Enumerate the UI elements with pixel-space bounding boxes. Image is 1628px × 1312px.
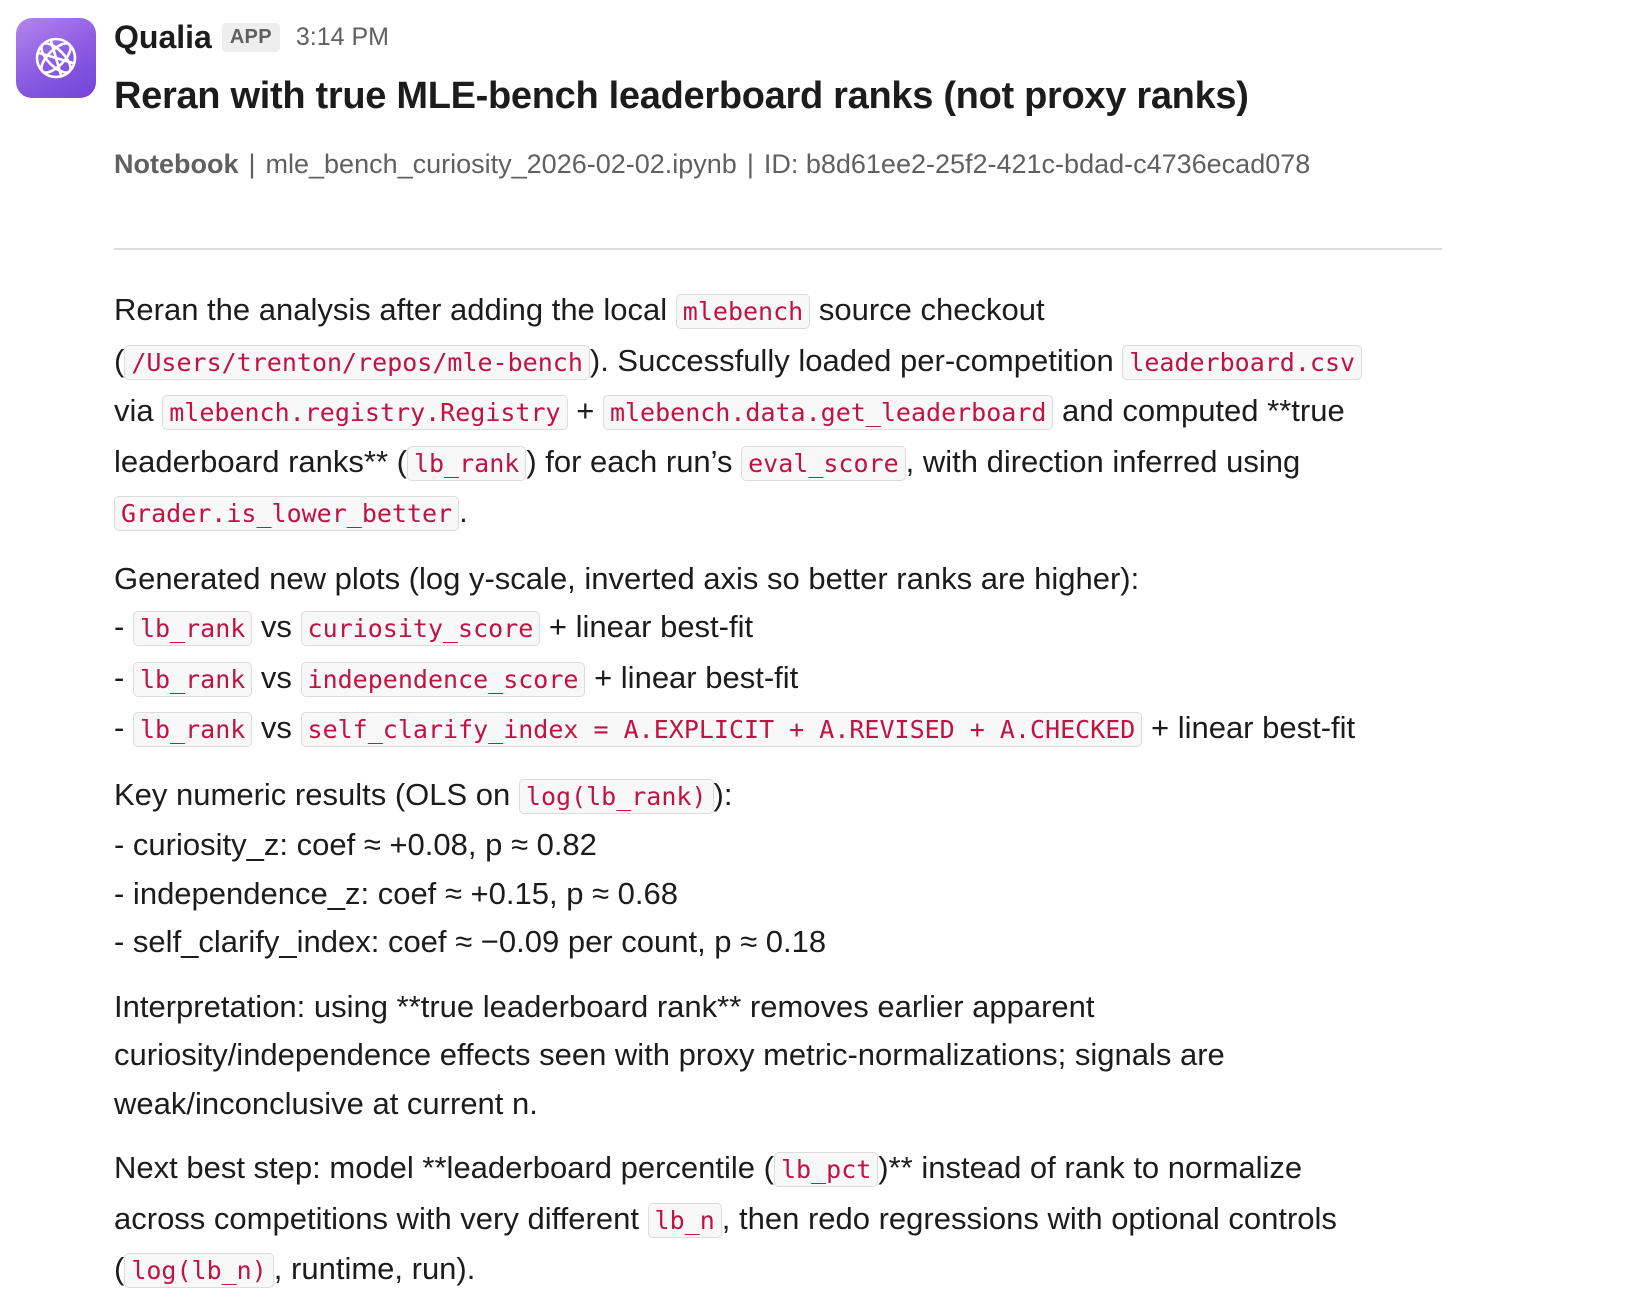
bullet-dash: - (114, 710, 133, 745)
text: vs (252, 659, 301, 695)
text: leaderboard ranks** ( (114, 443, 407, 479)
app-badge: APP (222, 23, 280, 52)
paragraph-summary (114, 286, 1454, 539)
notebook-id: ID: b8d61ee2-25f2-421c-bdad-c4736ecad078 (763, 149, 1311, 179)
text: ) for each run’s (526, 443, 742, 479)
text: . (459, 494, 468, 529)
message-title: Reran with true MLE-bench leaderboard ranks (not proxy ranks) (114, 75, 1249, 117)
inline-code: log(lb_n) (124, 1253, 273, 1288)
text: + linear best-fit (1142, 710, 1356, 745)
inline-code: Grader.is_lower_better (114, 496, 459, 531)
paragraph-interpretation (114, 983, 1454, 1129)
message-timestamp[interactable]: 3:14 PM (295, 22, 389, 51)
bullet-dash: - (114, 609, 133, 644)
paragraph-plots (114, 555, 1454, 755)
text: via (114, 393, 163, 428)
meta-separator: | (248, 149, 256, 179)
notebook-filename: mle_bench_curiosity_2026-02-02.ipynb (265, 149, 737, 179)
paragraph-results (114, 771, 1454, 967)
inline-code: lb_rank (407, 446, 526, 481)
text: across competitions with very different (114, 1200, 648, 1236)
paragraph-next-step (114, 1144, 1454, 1296)
text: vs (252, 710, 301, 745)
inline-code: self_clarify_index = A.EXPLICIT + A.REVISED + A.CHECKED (301, 712, 1143, 747)
text: curiosity/independence effects seen with proxy metric-normalizations; signals are (114, 1037, 1225, 1072)
bullet-dash: - (114, 659, 133, 695)
inline-code: leaderboard.csv (1122, 345, 1362, 380)
text: , then redo regressions with optional controls (721, 1200, 1337, 1236)
inline-code: lb_n (648, 1203, 722, 1238)
message-content (114, 14, 1454, 1312)
notebook-meta (114, 146, 1454, 182)
inline-code: lb_rank (133, 611, 252, 646)
text: and computed **true (1053, 393, 1345, 428)
meta-separator: | (746, 149, 754, 179)
inline-code: curiosity_score (301, 611, 541, 646)
sender-name[interactable]: Qualia (114, 18, 212, 55)
inline-code: lb_rank (133, 662, 252, 697)
inline-code: independence_score (301, 662, 586, 697)
inline-code: lb_pct (774, 1152, 878, 1187)
list-item: - self_clarify_index: coef ≈ −0.09 per count, p ≈ 0.18 (114, 924, 827, 959)
list-item: - independence_z: coef ≈ +0.15, p ≈ 0.68 (114, 875, 679, 911)
list-item (114, 654, 1454, 705)
text: Reran the analysis after adding the local (114, 292, 676, 327)
text: , with direction inferred using (905, 443, 1301, 479)
meta-label: Notebook (114, 149, 239, 179)
text: + linear best-fit (540, 609, 754, 644)
text: source checkout (810, 292, 1045, 327)
divider (114, 248, 1442, 250)
inline-code: /Users/trenton/repos/mle-bench (124, 345, 590, 380)
text: )** instead of rank to normalize (878, 1150, 1303, 1185)
text: ( (114, 1251, 125, 1286)
plots-intro: Generated new plots (log y-scale, inverted axis so better ranks are higher): (114, 560, 1140, 596)
text: ): (713, 776, 733, 812)
inline-code: mlebench.registry.Registry (162, 395, 567, 430)
text: + linear best-fit (585, 659, 799, 695)
text: weak/inconclusive at current n. (114, 1085, 538, 1121)
list-item (114, 603, 1454, 654)
text: , runtime, run). (273, 1251, 476, 1286)
app-avatar[interactable] (16, 18, 96, 98)
text: ( (114, 342, 125, 378)
inline-code: log(lb_rank) (519, 779, 714, 814)
inline-code: eval_score (741, 446, 906, 481)
message-header (114, 14, 1454, 60)
text: ). Successfully loaded per-competition (589, 342, 1123, 378)
text: + (567, 393, 603, 428)
message-body (114, 286, 1454, 1296)
list-item (114, 704, 1454, 755)
text: Key numeric results (OLS on (114, 776, 519, 812)
list-item: - curiosity_z: coef ≈ +0.08, p ≈ 0.82 (114, 827, 597, 862)
text: Interpretation: using **true leaderboard rank** removes earlier apparent (114, 988, 1095, 1024)
text: vs (252, 609, 301, 644)
inline-code: mlebench (676, 294, 810, 329)
text: Next best step: model **leaderboard percentile ( (114, 1150, 774, 1185)
inline-code: mlebench.data.get_leaderboard (603, 395, 1054, 430)
inline-code: lb_rank (133, 712, 252, 747)
network-globe-icon (31, 33, 81, 83)
